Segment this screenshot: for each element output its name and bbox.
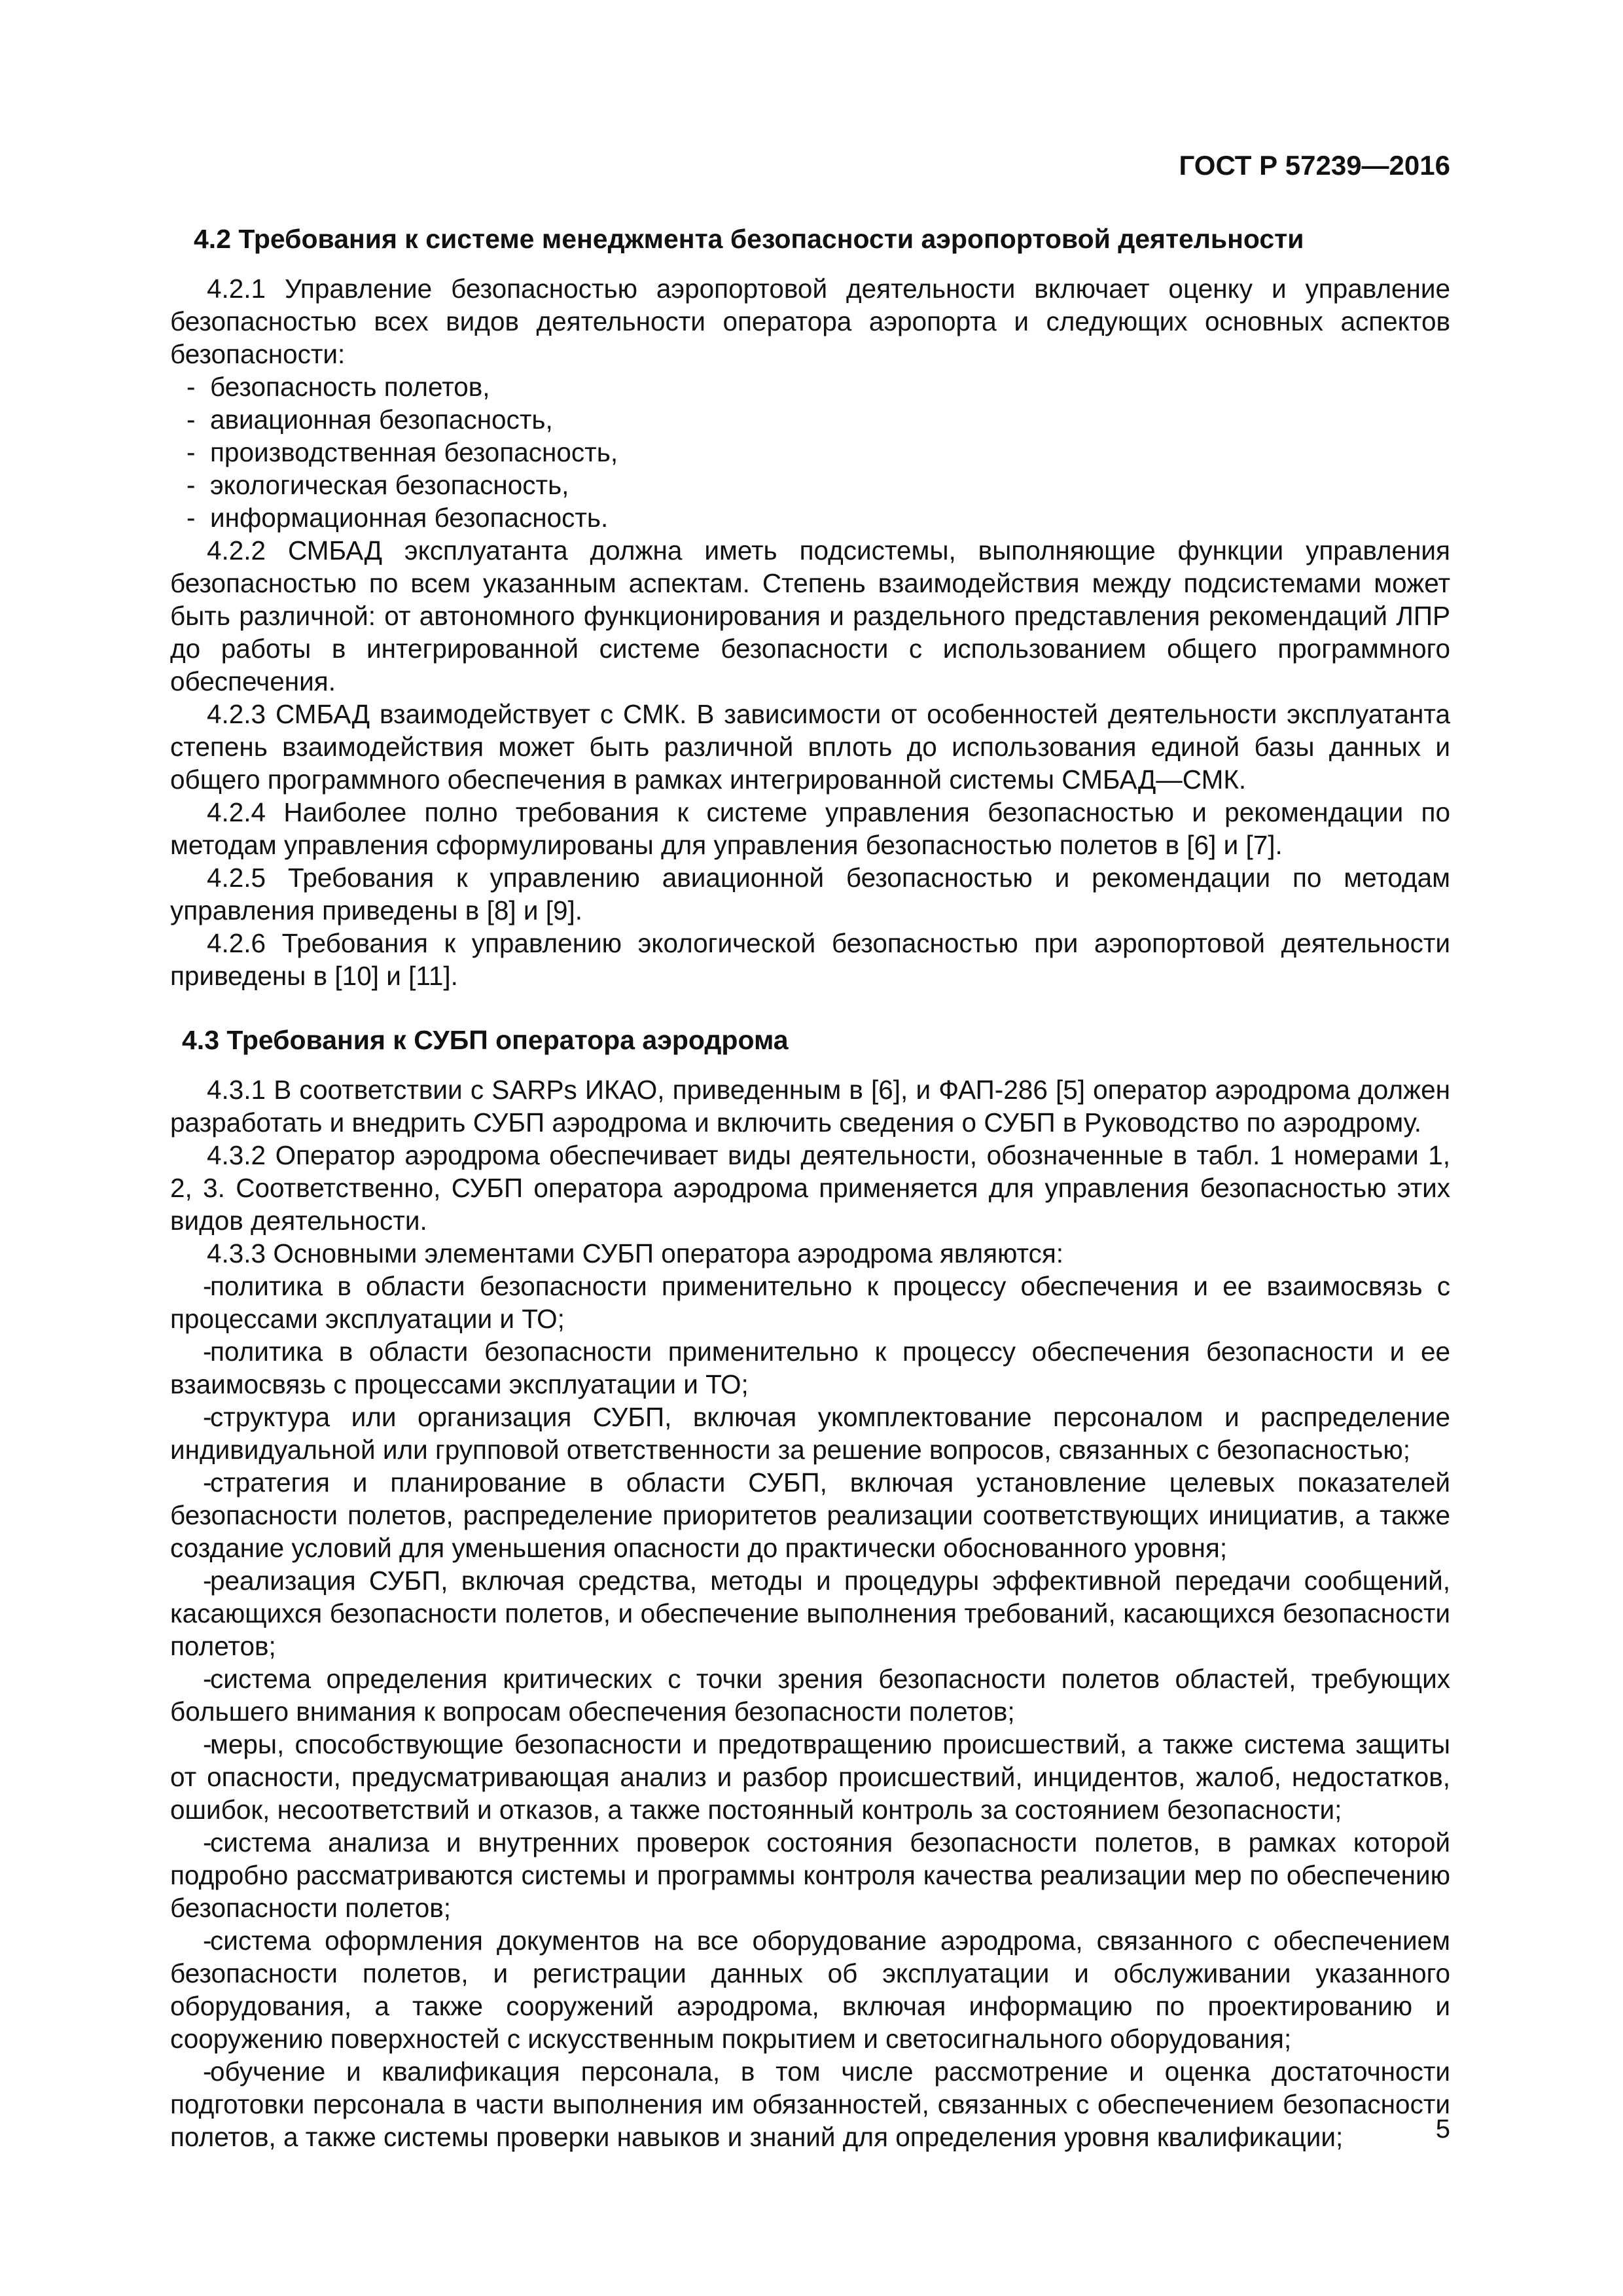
list-item: -система анализа и внутренних проверок состояния безопасности полетов, в рамках которой подробно рассматриваются системы и программы контроля качества реализации мер по обеспечению безопасности полетов; [170,1827,1450,1923]
document-body [170,223,1450,2153]
paragraph-4-2-3: 4.2.3 СМБАД взаимодействует с СМК. В зависимости от особенностей деятельности эксплуатанта степень взаимодействия может быть различной вплоть до использования единой базы данных и общего программного обеспечения в рамках интегрированной системы СМБАД—СМК. [170,699,1450,795]
page-number: 5 [1435,2115,1450,2144]
paragraph-4-2-5: 4.2.5 Требования к управлению авиационной безопасностью и рекомендации по методам управления приведены в [8] и [9]. [170,863,1450,925]
list-item: -структура или организация СУБП, включая укомплектование персоналом и распределение индивидуальной или групповой ответственности за решение вопросов, связанных с безопасностью; [170,1402,1450,1465]
paragraph-4-3-1: 4.3.1 В соответствии с SARPs ИКАО, приведенным в [6], и ФАП-286 [5] оператор аэродрома должен разработать и внедрить СУБП аэродрома и включить сведения о СУБП в Руководство по аэродрому. [170,1075,1450,1138]
paragraph-4-3-3: 4.3.3 Основными элементами СУБП оператора аэродрома являются: [207,1238,1064,1268]
section-heading-4-3: 4.3 Требования к СУБП оператора аэродрома [182,1025,789,1055]
paragraph-4-2-2: 4.2.2 СМБАД эксплуатанта должна иметь подсистемы, выполняющие функции управления безопасностью по всем указанным аспектам. Степень взаимодействия между подсистемами может быть различной: от автономного функционирования и раздельного представления рекомендаций ЛПР до работы в интегрированной системе безопасности с использованием общего программного обеспечения. [170,535,1450,696]
standard-code: ГОСТ Р 57239—2016 [1179,150,1450,181]
list-item: - производственная безопасность, [187,437,618,467]
list-item: -политика в области безопасности применительно к процессу обеспечения безопасности и ее взаимосвязь с процессами эксплуатации и ТО; [170,1336,1450,1399]
list-item: - информационная безопасность. [187,503,609,533]
paragraph-4-2-4: 4.2.4 Наиболее полно требования к системе управления безопасностью и рекомендации по методам управления сформулированы для управления безопасностью полетов в [6] и [7]. [170,797,1450,860]
paragraph-4-3-2: 4.3.2 Оператор аэродрома обеспечивает виды деятельности, обозначенные в табл. 1 номерами 1, 2, 3. Соответственно, СУБП оператора аэродрома применяется для управления безопасностью этих видов деятельности. [170,1140,1450,1236]
list-item: - безопасность полетов, [187,372,490,402]
list-item: -реализация СУБП, включая средства, методы и процедуры эффективной передачи сообщений, касающихся безопасности полетов, и обеспечение выполнения требований, касающихся безопасности полетов; [170,1566,1450,1661]
list-item: -система оформления документов на все оборудование аэродрома, связанного с обеспечением безопасности полетов, и регистрации данных об эксплуатации и обслуживании указанного оборудования, а также сооружений аэродрома, включая информацию по проектированию и сооружению поверхностей с искусственным покрытием и светосигнального оборудования; [170,1926,1450,2054]
list-item: -политика в области безопасности применительно к процессу обеспечения и ее взаимосвязь с процессами эксплуатации и ТО; [170,1271,1450,1334]
list-item: - авиационная безопасность, [187,404,553,435]
list-item: - экологическая безопасность, [187,470,569,500]
paragraph-4-2-1: 4.2.1 Управление безопасностью аэропортовой деятельности включает оценку и управление безопасностью всех видов деятельности оператора аэропорта и следующих основных аспектов безопасности: [170,274,1450,369]
section-heading-4-2: 4.2 Требования к системе менеджмента безопасности аэропортовой деятельности [194,224,1304,254]
list-item: -обучение и квалификация персонала, в том числе рассмотрение и оценка достаточности подготовки персонала в части выполнения им обязанностей, связанных с обеспечением безопасности полетов, а также системы проверки навыков и знаний для определения уровня квалификации; [170,2056,1450,2152]
paragraph-4-2-6: 4.2.6 Требования к управлению экологической безопасностью при аэропортовой деятельности приведены в [10] и [11]. [170,928,1450,991]
list-item: -стратегия и планирование в области СУБП, включая установление целевых показателей безопасности полетов, распределение приоритетов реализации соответствующих инициатив, а также создание условий для уменьшения опасности до практически обоснованного уровня; [170,1467,1450,1563]
list-item: -система определения критических с точки зрения безопасности полетов областей, требующих большего внимания к вопросам обеспечения безопасности полетов; [170,1664,1450,1727]
list-item: -меры, способствующие безопасности и предотвращению происшествий, а также система защиты от опасности, предусматривающая анализ и разбор происшествий, инцидентов, жалоб, недостатков, ошибок, несоответствий и отказов, а также постоянный контроль за состоянием безопасности; [170,1729,1450,1825]
